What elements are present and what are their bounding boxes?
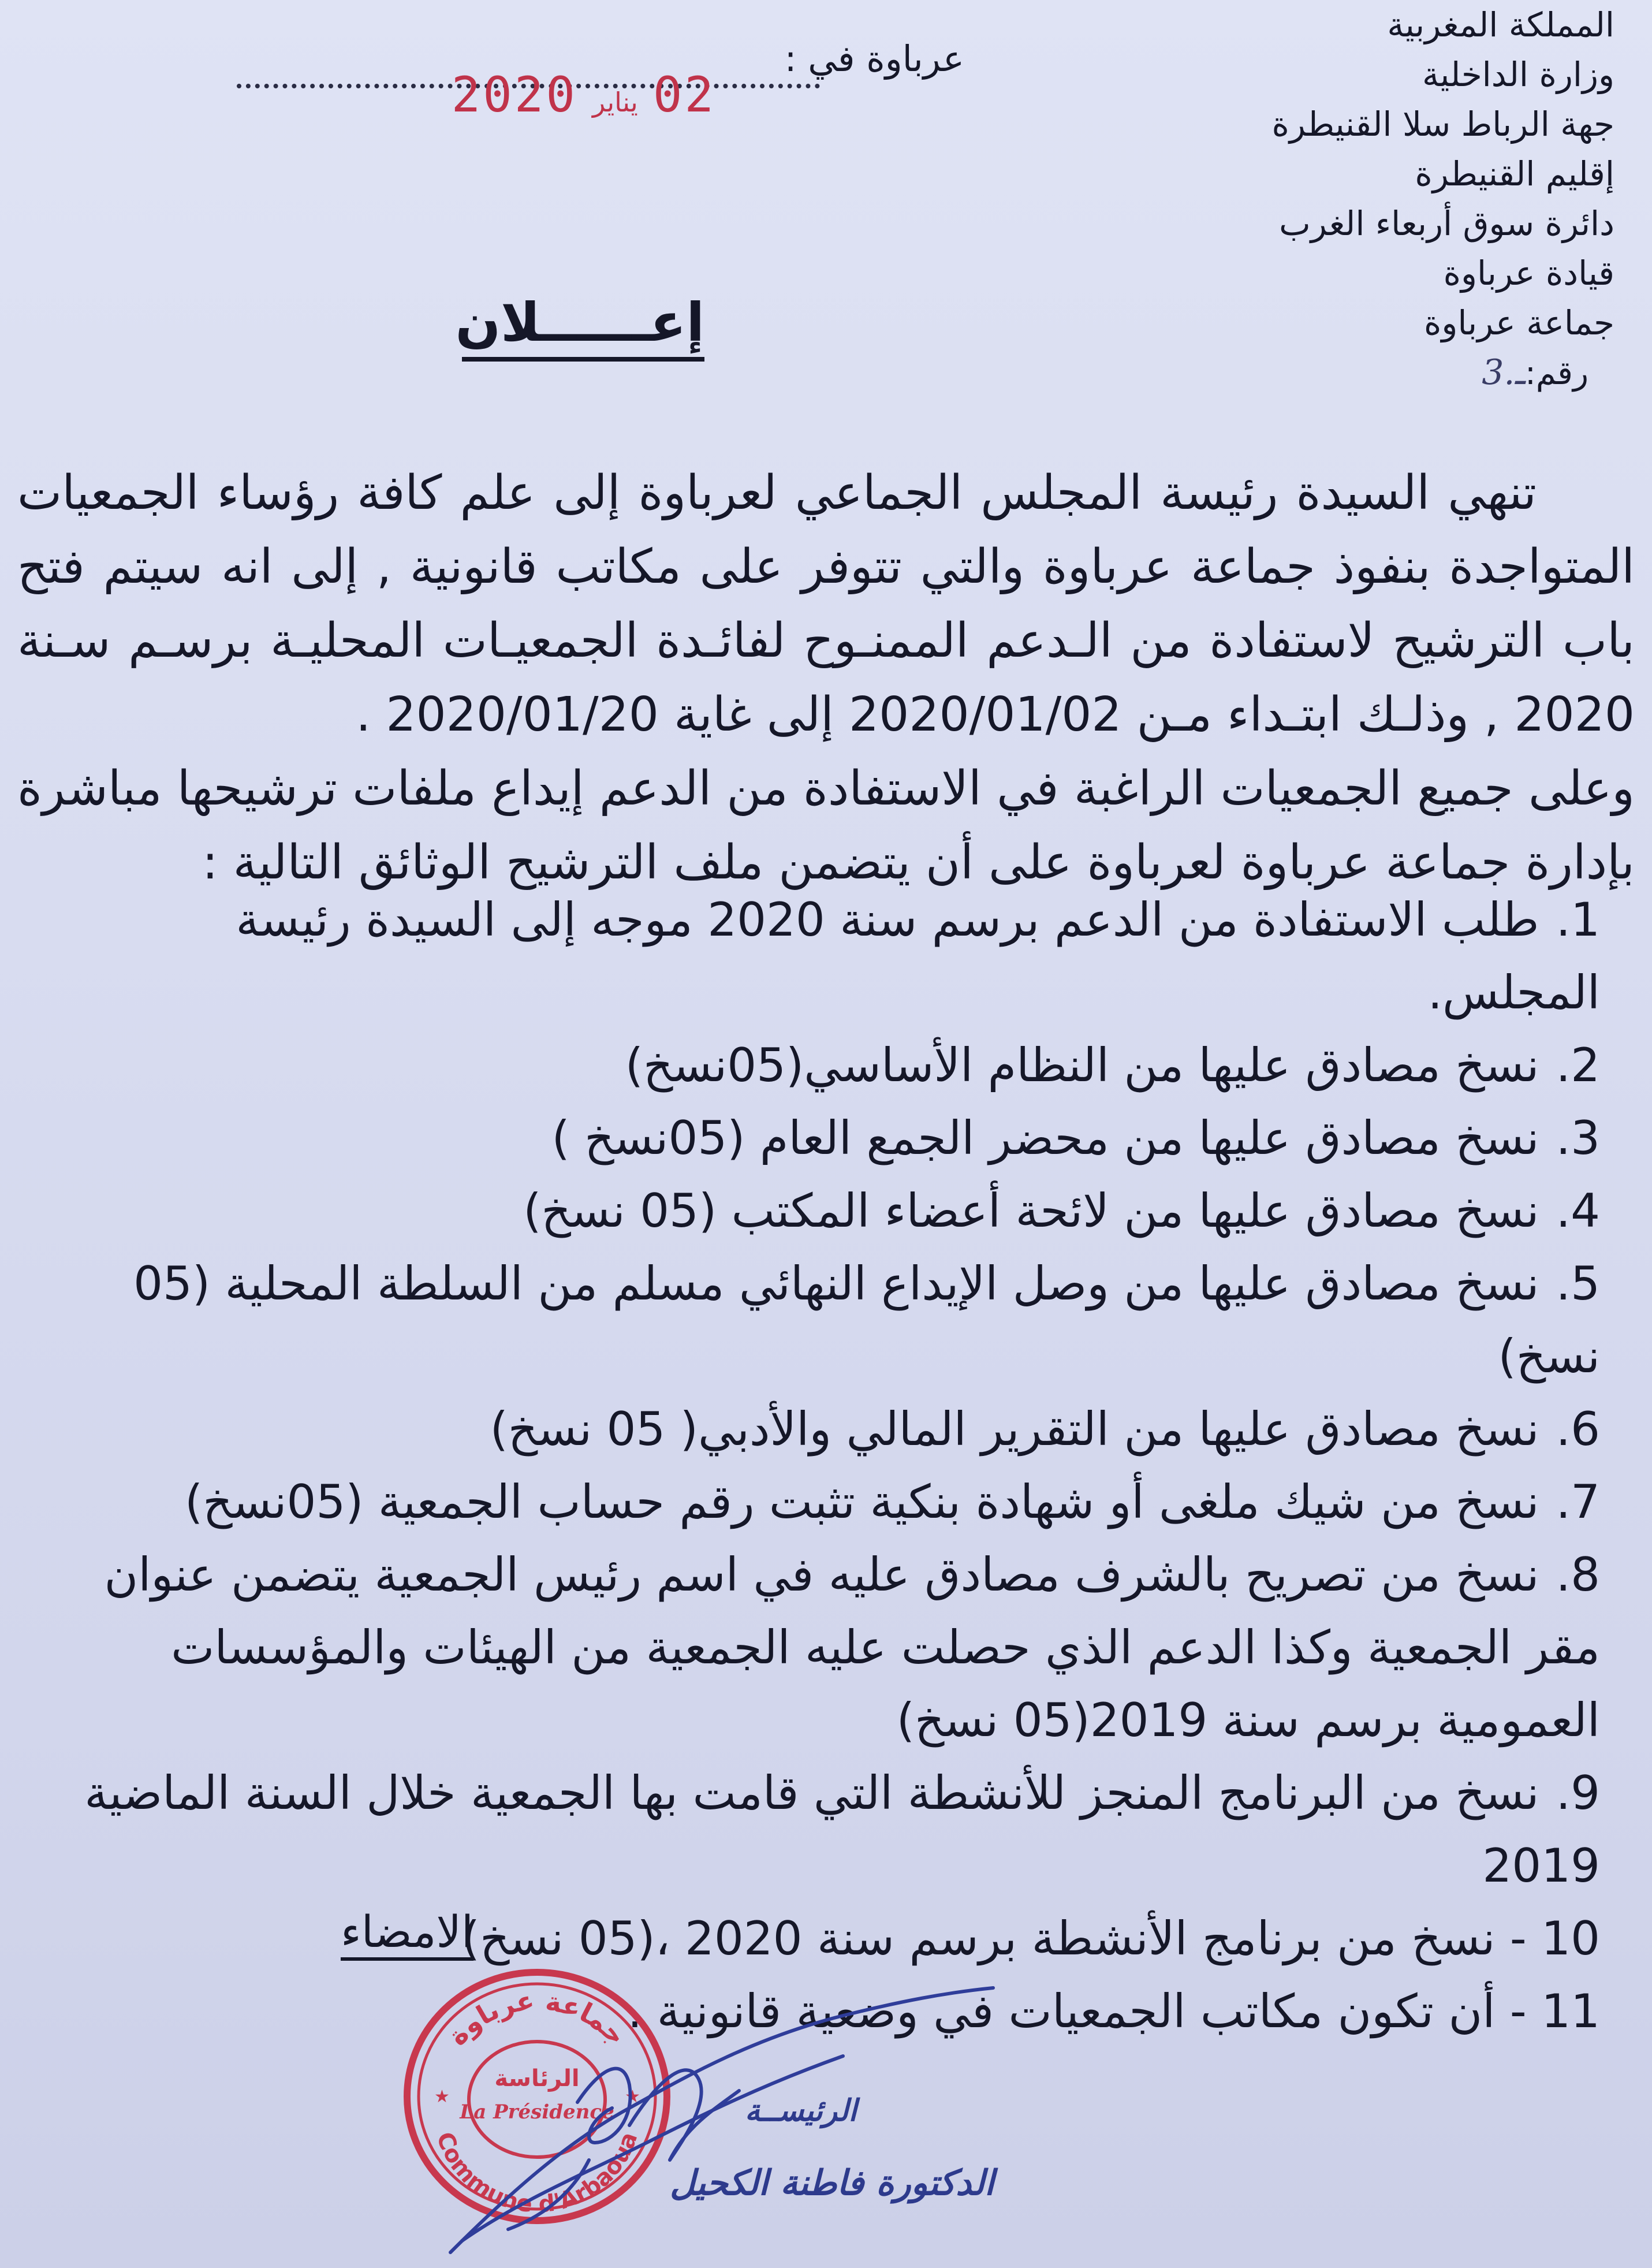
item-number: 1. [1556,893,1600,947]
date-stamp-year: 2020 [451,66,577,123]
signature-label: الامضاء [341,1906,473,1961]
stamp-bottom-text: Commune d'Arbaoua [431,2128,643,2218]
item-text: نسخ من شيك ملغى أو شهادة بنكية تثبت رقم حساب الجمعية (05نسخ) [184,1475,1539,1529]
item-text: نسخ من برنامج الأنشطة برسم سنة 2020 ،(05 نسخ) [461,1912,1496,1965]
president-title: الرئيســة [745,2094,857,2128]
item-text: نسخ مصادق عليها من لائحة أعضاء المكتب (05 نسخ) [523,1184,1539,1238]
header-line: دائرة سوق أربعاء الغرب [1279,204,1614,243]
list-item [64,1757,1600,1902]
header-line: جماعة عرباوة [1423,303,1614,342]
announcement-body [17,456,1635,900]
list-item [64,1393,1600,1466]
item-number: 7. [1556,1475,1600,1529]
item-number: 6. [1556,1402,1600,1456]
president-name: الدكتورة فاطنة الكحيل [670,2163,994,2203]
header-line: جهة الرباط سلا القنيطرة [1271,105,1614,144]
list-item [64,1029,1600,1102]
date-stamp [452,66,716,123]
body-paragraph: تنهي السيدة رئيسة المجلس الجماعي لعرباوة إلى علم كافة رؤساء الجمعيات المتواجدة بنفوذ جماعة عرباوة والتي تتوفر على مكاتب قانونية , إلى انه سيتم فتح باب الترشيح لاستفادة من الـدعم الممنـوح لفائـدة الجمعيـات المحليـة برسـم سـنة 2020 , وذلـك ابتـداء مـن 2020/01/02 إلى غاية 2020/01/20 . [17,465,1635,742]
date-block [237,32,964,123]
stamp-star-icon: ★ [434,2087,450,2107]
reference-value: 3.ـ [1482,352,1526,393]
list-item [64,884,1600,1029]
item-text: نسخ مصادق عليها من التقرير المالي والأدبي( 05 نسخ) [490,1402,1539,1456]
item-number: 9. [1556,1766,1600,1820]
item-text: نسخ من البرنامج المنجز للأنشطة التي قامت بها الجمعية خلال السنة الماضية 2019 [84,1766,1600,1893]
list-item [64,1539,1600,1757]
list-item [64,1247,1600,1393]
reference-number [1153,348,1614,399]
reference-label: رقم: [1525,355,1588,392]
item-text: نسخ مصادق عليها من وصل الإيداع النهائي مسلم من السلطة المحلية (05 نسخ) [133,1257,1600,1383]
list-item [64,1102,1600,1175]
item-number: 3. [1556,1111,1600,1165]
stamp-star-icon: ★ [625,2087,640,2107]
item-text: نسخ مصادق عليها من محضر الجمع العام (05نسخ ) [551,1111,1539,1165]
item-number: 4. [1556,1184,1600,1238]
item-text: نسخ من تصريح بالشرف مصادق عليه في اسم رئيس الجمعية يتضمن عنوان مقر الجمعية وكذا الدعم الذي حصلت عليه الجمعية من الهيئات والمؤسسات العمومية برسم سنة 2019(05 نسخ) [104,1548,1600,1747]
date-label: عرباوة في : [784,38,964,80]
document-title: إعــــــلان [462,292,704,362]
body-paragraph: وعلى جميع الجمعيات الراغبة في الاستفادة من الدعم إيداع ملفات ترشيحها مباشرة بإدارة جماعة عرباوة لعرباوة على أن يتضمن ملف الترشيح الوثائق التالية : [17,761,1635,890]
list-item [64,1466,1600,1539]
item-number: 11 - [1509,1984,1600,2038]
item-number: 8. [1556,1548,1600,1602]
item-number: 5. [1556,1257,1600,1310]
letterhead [1153,0,1614,399]
stamp-inner-fr: La Présidence [460,2101,614,2124]
handwritten-signature [439,1952,1016,2264]
item-text: أن تكون مكاتب الجمعيات في وضعية قانونية . [627,1984,1496,2038]
item-text: نسخ مصادق عليها من النظام الأساسي(05نسخ) [625,1038,1539,1092]
required-documents-list [64,884,1600,2048]
item-number: 10 - [1509,1912,1600,1965]
item-number: 2. [1556,1038,1600,1092]
stamp-outer-text: جماعة عرباوة [441,1984,633,2051]
date-stamp-month: يناير [592,87,638,118]
list-item [64,1175,1600,1247]
header-line: وزارة الداخلية [1422,55,1614,94]
stamp-inner-ar: الرئاسة [494,2065,580,2092]
date-stamp-day: 02 [652,66,716,123]
header-line: المملكة المغربية [1387,5,1614,44]
header-line: قيادة عرباوة [1443,254,1614,293]
item-text: طلب الاستفادة من الدعم برسم سنة 2020 موجه إلى السيدة رئيسة المجلس. [236,893,1600,1019]
header-line: إقليم القنيطرة [1415,154,1614,193]
